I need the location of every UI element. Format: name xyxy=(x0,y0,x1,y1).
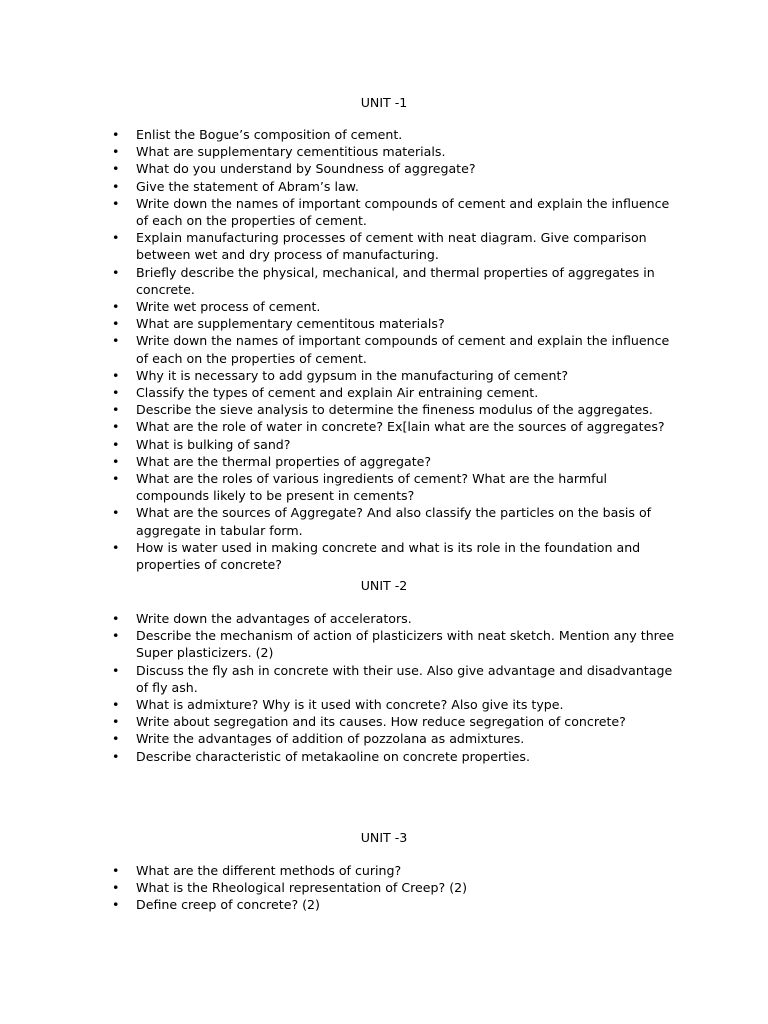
question-text: What are supplementary cementitous materials? xyxy=(136,316,445,332)
question-item xyxy=(0,436,676,453)
question-item xyxy=(0,298,676,315)
bullet-icon: • xyxy=(112,264,120,280)
bullet-icon: • xyxy=(112,299,120,315)
question-item xyxy=(0,627,676,661)
question-text: What is the Rheological representation of Creep? (2) xyxy=(136,880,468,896)
question-item xyxy=(0,178,676,195)
bullet-icon: • xyxy=(112,748,120,764)
unit-1-question-list xyxy=(0,126,676,573)
question-item xyxy=(0,696,676,713)
question-text: Classify the types of cement and explain Air entraining cement. xyxy=(136,385,539,401)
question-text: How is water used in making concrete and what is its role in the foundation and properties of concrete? xyxy=(136,539,641,573)
bullet-icon: • xyxy=(112,714,120,730)
question-item xyxy=(0,332,676,366)
question-item xyxy=(0,504,676,538)
question-text: What are supplementary cementitious materials. xyxy=(136,144,446,160)
question-item xyxy=(0,264,676,298)
question-text: Write down the advantages of accelerators. xyxy=(136,611,412,626)
question-text: Describe the sieve analysis to determine the fineness modulus of the aggregates. xyxy=(136,402,653,418)
question-item xyxy=(0,879,676,896)
bullet-icon: • xyxy=(112,453,120,469)
bullet-icon: • xyxy=(112,161,120,177)
bullet-icon: • xyxy=(112,316,120,332)
bullet-icon: • xyxy=(112,628,120,644)
question-text: What are the roles of various ingredients of cement? What are the harmful compounds likely to be present in cements? xyxy=(136,471,608,504)
question-text: Write about segregation and its causes. How reduce segregation of concrete? xyxy=(136,714,626,730)
bullet-icon: • xyxy=(112,178,120,194)
bullet-icon: • xyxy=(112,662,120,678)
question-item xyxy=(0,662,676,696)
unit-2-question-list xyxy=(0,610,676,765)
question-item xyxy=(0,315,676,332)
bullet-icon: • xyxy=(112,471,120,487)
question-text: Explain manufacturing processes of cement with neat diagram. Give comparison between wet and dry process of manufacturing. xyxy=(136,230,647,263)
bullet-icon: • xyxy=(112,539,120,555)
question-item xyxy=(0,160,676,177)
question-text: What is bulking of sand? xyxy=(136,436,291,452)
question-item xyxy=(0,748,676,765)
question-text: What is admixture? Why is it used with concrete? Also give its type. xyxy=(136,697,564,713)
unit-2-heading: UNIT -2 xyxy=(360,578,408,593)
bullet-icon: • xyxy=(112,505,120,521)
question-item xyxy=(0,730,676,747)
question-text: What are the thermal properties of aggregate? xyxy=(136,453,432,469)
question-item xyxy=(0,126,676,143)
unit-1-heading: UNIT -1 xyxy=(360,95,408,110)
question-item xyxy=(0,401,676,418)
question-text: What are the role of water in concrete? Ex[lain what are the sources of aggregates? xyxy=(136,419,665,435)
bullet-icon: • xyxy=(112,731,120,747)
bullet-icon: • xyxy=(112,697,120,713)
question-text: What do you understand by Soundness of aggregate? xyxy=(136,161,476,177)
question-text: Describe characteristic of metakaoline on concrete properties. xyxy=(136,748,530,764)
question-text: Enlist the Bogue’s composition of cement. xyxy=(136,127,403,142)
question-item xyxy=(0,195,676,229)
bullet-icon: • xyxy=(112,402,120,418)
question-text: Write down the names of important compounds of cement and explain the influence of each on the properties of cement. xyxy=(136,195,670,229)
question-item xyxy=(0,896,676,913)
question-item xyxy=(0,539,676,573)
question-text: What are the different methods of curing? xyxy=(136,863,402,878)
bullet-icon: • xyxy=(112,863,120,878)
bullet-icon: • xyxy=(112,195,120,211)
question-item xyxy=(0,453,676,470)
question-text: Write wet process of cement. xyxy=(136,299,321,315)
unit-3-question-list xyxy=(0,862,676,914)
question-text: Discuss the fly ash in concrete with their use. Also give advantage and disadvantage of fly ash. xyxy=(136,662,673,695)
question-text: Why it is necessary to add gypsum in the manufacturing of cement? xyxy=(136,367,569,383)
question-item xyxy=(0,713,676,730)
question-item xyxy=(0,862,676,879)
unit-3-heading: UNIT -3 xyxy=(360,830,408,845)
bullet-icon: • xyxy=(112,144,120,160)
bullet-icon: • xyxy=(112,880,120,896)
bullet-icon: • xyxy=(112,897,120,913)
question-item xyxy=(0,229,676,263)
question-text: Briefly describe the physical, mechanical, and thermal properties of aggregates in concrete. xyxy=(136,264,655,297)
bullet-icon: • xyxy=(112,230,120,246)
question-text: What are the sources of Aggregate? And also classify the particles on the basis of aggregate in tabular form. xyxy=(136,505,652,538)
bullet-icon: • xyxy=(112,127,120,142)
question-text: Write down the names of important compounds of cement and explain the influence of each on the properties of cement. xyxy=(136,333,670,366)
bullet-icon: • xyxy=(112,333,120,349)
bullet-icon: • xyxy=(112,385,120,401)
question-item xyxy=(0,143,676,160)
bullet-icon: • xyxy=(112,367,120,383)
bullet-icon: • xyxy=(112,611,120,626)
question-text: Describe the mechanism of action of plasticizers with neat sketch. Mention any three Super plasticizers. (2) xyxy=(136,628,675,661)
bullet-icon: • xyxy=(112,436,120,452)
question-item xyxy=(0,418,676,435)
question-item xyxy=(0,470,676,504)
question-text: Write the advantages of addition of pozzolana as admixtures. xyxy=(136,731,525,747)
question-item xyxy=(0,367,676,384)
question-text: Define creep of concrete? (2) xyxy=(136,897,320,913)
question-item xyxy=(0,384,676,401)
question-item xyxy=(0,610,676,627)
question-text: Give the statement of Abram’s law. xyxy=(136,178,359,194)
bullet-icon: • xyxy=(112,419,120,435)
